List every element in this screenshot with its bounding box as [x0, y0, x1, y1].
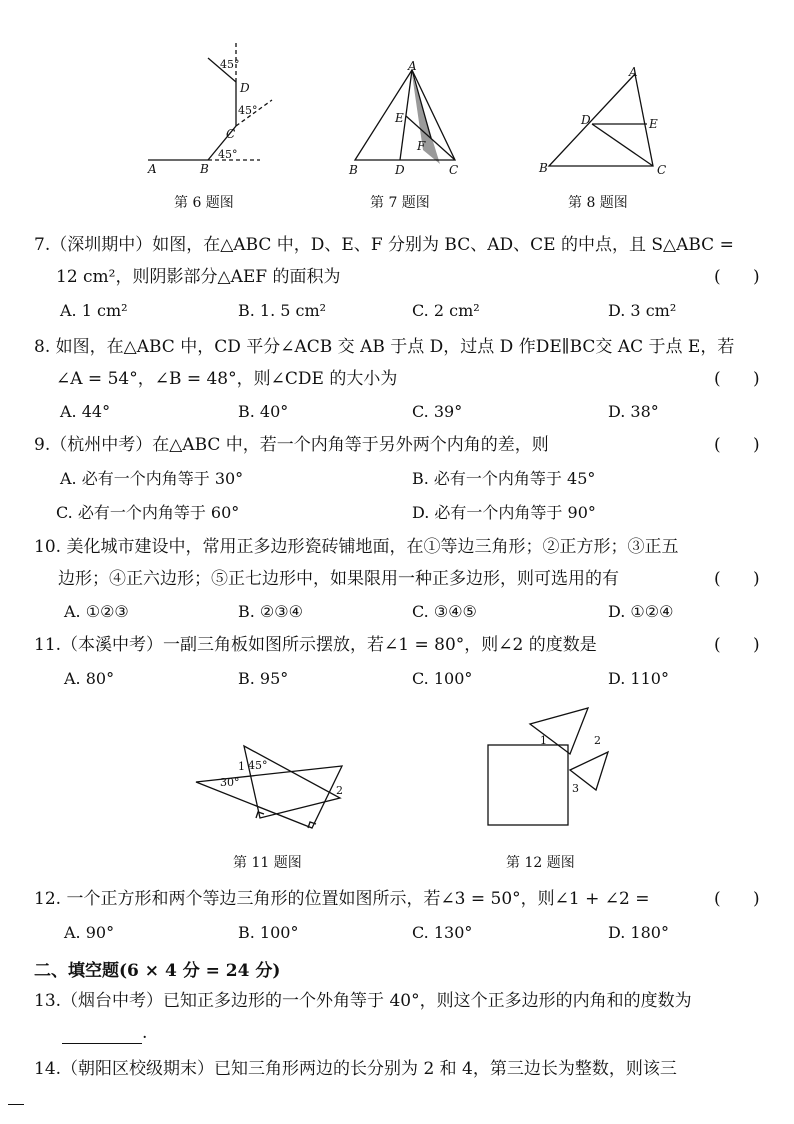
angle-label-3: 3	[572, 782, 579, 795]
figure-6	[140, 40, 280, 175]
angle-label-45: 45°	[248, 759, 268, 772]
triangle-abc	[549, 74, 653, 166]
option-9-a[interactable]: A. 必有一个内角等于 30°	[60, 469, 244, 488]
option-12-b[interactable]: B. 100°	[238, 923, 299, 942]
option-7-d[interactable]: D. 3 cm²	[608, 301, 677, 320]
question-11-line-1: 11.（本溪中考）一副三角板如图所示摆放，若∠1 = 80°，则∠2 的度数是	[34, 635, 597, 655]
option-8-d[interactable]: D. 38°	[608, 402, 659, 421]
question-10-line-2: 边形；④正六边形；⑤正七边形中，如果限用一种正多边形，则可选用的有	[58, 569, 619, 589]
answer-paren-8[interactable]: ( )	[714, 369, 760, 389]
answer-paren-11[interactable]: ( )	[714, 635, 760, 655]
question-13-period: .	[142, 1023, 148, 1043]
label-b: B	[349, 163, 358, 177]
label-b: B	[539, 161, 548, 175]
label-a: A	[148, 162, 157, 175]
option-11-c[interactable]: C. 100°	[412, 669, 473, 688]
figure-8-caption: 第 8 题图	[568, 195, 628, 211]
angle-label-1: 1	[540, 734, 547, 747]
question-13-line-1: 13.（烟台中考）已知正多边形的一个外角等于 40°，则这个正多边形的内角和的度数为	[34, 991, 692, 1011]
option-7-a[interactable]: A. 1 cm²	[60, 301, 128, 320]
option-9-b[interactable]: B. 必有一个内角等于 45°	[412, 469, 596, 488]
figure-6-caption: 第 6 题图	[174, 195, 234, 211]
option-7-b[interactable]: B. 1. 5 cm²	[238, 301, 327, 320]
figure-12	[484, 700, 634, 830]
figure-11	[192, 738, 357, 836]
answer-blank-13[interactable]	[62, 1027, 142, 1044]
option-12-c[interactable]: C. 130°	[412, 923, 473, 942]
question-7-line-1: 7.（深圳期中）如图，在△ABC 中，D、E、F 分别为 BC、AD、CE 的中点，且 S△ABC =	[34, 235, 734, 255]
answer-paren-10[interactable]: ( )	[714, 569, 760, 589]
option-10-b[interactable]: B. ②③④	[238, 602, 303, 621]
label-d: D	[240, 81, 250, 95]
question-14-line-1: 14.（朝阳区校级期末）已知三角形两边的长分别为 2 和 4，第三边长为整数，则该三	[34, 1059, 677, 1079]
question-9-line-1: 9.（杭州中考）在△ABC 中，若一个内角等于另外两个内角的差，则	[34, 435, 549, 455]
segment-dc	[592, 124, 653, 166]
angle-label-d: 45°	[220, 58, 240, 71]
figure-7	[345, 60, 465, 178]
label-e: E	[395, 111, 404, 125]
answer-paren-7[interactable]: ( )	[714, 267, 760, 287]
question-12-line-1: 12. 一个正方形和两个等边三角形的位置如图所示，若∠3 = 50°，则∠1 + ∠2 =	[34, 889, 650, 909]
square	[488, 745, 568, 825]
option-12-a[interactable]: A. 90°	[64, 923, 115, 942]
question-8-line-1: 8. 如图，在△ABC 中，CD 平分∠ACB 交 AB 于点 D，过点 D 作DE∥BC交 AC 于点 E，若	[34, 337, 735, 357]
angle-label-30: 30°	[220, 776, 240, 789]
angle-label-b: 45°	[218, 148, 238, 161]
figure-8	[535, 66, 670, 178]
option-9-c[interactable]: C. 必有一个内角等于 60°	[56, 503, 240, 522]
angle-label-2: 2	[336, 784, 343, 797]
question-8-line-2: ∠A = 54°，∠B = 48°，则∠CDE 的大小为	[56, 369, 398, 389]
question-7-line-2: 12 cm²，则阴影部分△AEF 的面积为	[56, 267, 341, 287]
option-11-a[interactable]: A. 80°	[64, 669, 115, 688]
triangle-30-60	[196, 766, 342, 828]
option-11-d[interactable]: D. 110°	[608, 669, 669, 688]
answer-paren-9[interactable]: ( )	[714, 435, 760, 455]
option-10-a[interactable]: A. ①②③	[64, 602, 129, 621]
angle-label-2: 2	[594, 734, 601, 747]
label-a: A	[408, 60, 417, 73]
label-c: C	[449, 163, 459, 177]
label-a: A	[629, 66, 638, 79]
figure-11-caption: 第 11 题图	[233, 855, 302, 871]
angle-label-c: 45°	[238, 104, 258, 117]
label-f: F	[417, 139, 426, 153]
label-e: E	[649, 117, 658, 131]
label-d: D	[395, 163, 405, 177]
page-corner-mark	[8, 1104, 24, 1105]
option-8-c[interactable]: C. 39°	[412, 402, 463, 421]
label-d: D	[581, 113, 591, 127]
option-10-d[interactable]: D. ①②④	[608, 602, 674, 621]
equilateral-triangle-top	[530, 708, 588, 754]
answer-paren-12[interactable]: ( )	[714, 889, 760, 909]
option-10-c[interactable]: C. ③④⑤	[412, 602, 477, 621]
option-8-b[interactable]: B. 40°	[238, 402, 289, 421]
figure-7-caption: 第 7 题图	[370, 195, 430, 211]
option-12-d[interactable]: D. 180°	[608, 923, 669, 942]
question-13-line-2	[62, 1022, 147, 1044]
figure-12-caption: 第 12 题图	[506, 855, 575, 871]
section-heading-fill-in: 二、填空题(6 × 4 分 = 24 分)	[34, 961, 281, 981]
label-c: C	[226, 127, 236, 141]
angle-label-1: 1	[238, 760, 245, 773]
label-b: B	[200, 162, 209, 175]
question-10-line-1: 10. 美化城市建设中，常用正多边形瓷砖铺地面，在①等边三角形；②正方形；③正五	[34, 537, 679, 557]
option-8-a[interactable]: A. 44°	[60, 402, 111, 421]
option-7-c[interactable]: C. 2 cm²	[412, 301, 480, 320]
option-11-b[interactable]: B. 95°	[238, 669, 289, 688]
option-9-d[interactable]: D. 必有一个内角等于 90°	[412, 503, 596, 522]
label-c: C	[657, 163, 667, 177]
